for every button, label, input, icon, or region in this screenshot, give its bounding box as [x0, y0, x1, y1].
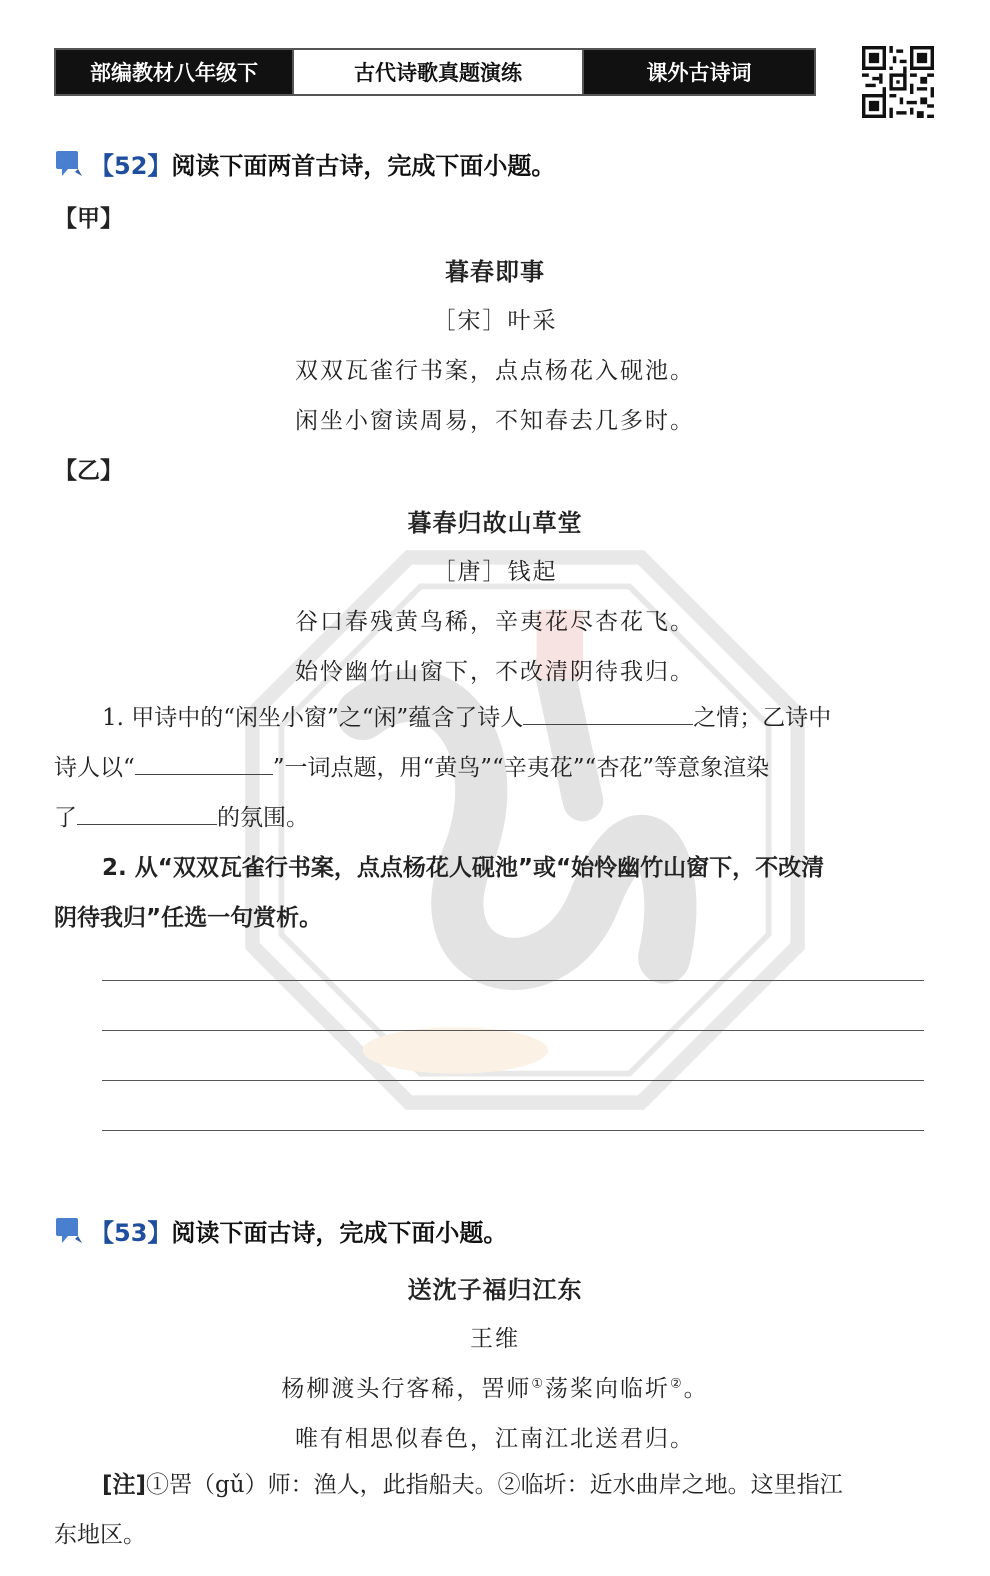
- qr-code-icon: [862, 46, 934, 118]
- poem-c-line-1c: 。: [683, 1376, 709, 1402]
- question-53-heading: [54, 1213, 507, 1248]
- bookmark-flag-icon: [54, 149, 84, 179]
- sub1-text-3: 诗人以“: [54, 755, 135, 781]
- question-number: 【53】: [90, 1219, 172, 1247]
- sub1-text-4: ”一词点题，用“黄鸟”“辛夷花”“杏花”等意象渲染: [272, 755, 770, 781]
- bookmark-flag-icon: [54, 1216, 84, 1246]
- answer-blank-1[interactable]: [523, 723, 693, 725]
- poem-b-title: 暮春归故山草堂: [407, 509, 583, 537]
- poem-a-title: 暮春即事: [445, 258, 545, 286]
- poem-a-line-1: 双双瓦雀行书案，点点杨花入砚池。: [295, 358, 695, 384]
- question-52-heading: [54, 146, 555, 181]
- note-text-2: 东地区。: [54, 1522, 146, 1548]
- poem-b-line-1: 谷口春残黄鸟稀，辛夷花尽杏花飞。: [295, 609, 695, 635]
- sub2-line-2: 阴待我归”任选一句赏析。: [54, 905, 323, 931]
- answer-blank-2[interactable]: [135, 773, 273, 775]
- poem-c-line-1: [0, 1370, 990, 1403]
- header-bar: [54, 48, 816, 96]
- poem-c-author: 王维: [470, 1326, 520, 1352]
- answer-line-2[interactable]: [102, 1030, 924, 1031]
- poem-b-tag: 【乙】: [54, 458, 123, 484]
- poem-c-line-2: 唯有相思似春色，江南江北送君归。: [295, 1426, 695, 1452]
- header-section: 课外古诗词: [584, 50, 814, 94]
- answer-line-1[interactable]: [102, 980, 924, 981]
- sub-question-1: [54, 693, 936, 843]
- note-text-1: ①罟（gǔ）师：渔人，此指船夫。②临圻：近水曲岸之地。这里指江: [146, 1472, 843, 1498]
- sub1-text-6: 的氛围。: [217, 805, 309, 831]
- question-number: 【52】: [90, 152, 172, 180]
- answer-line-3[interactable]: [102, 1080, 924, 1081]
- sub2-line-1: 2. 从“双双瓦雀行书案，点点杨花人砚池”或“始怜幽竹山窗下，不改清: [102, 855, 825, 881]
- question-instruction: 阅读下面两首古诗，完成下面小题。: [171, 152, 556, 180]
- note-label: [注]: [102, 1472, 147, 1498]
- poem-b-line-2: 始怜幽竹山窗下，不改清阴待我归。: [295, 659, 695, 685]
- poem-c-notes: [54, 1460, 936, 1560]
- footnote-marker-1: ①: [531, 1376, 545, 1392]
- poem-b-author: ［唐］钱起: [432, 559, 558, 585]
- poem-a-author: ［宋］叶采: [432, 308, 558, 334]
- poem-c-line-1a: 杨柳渡头行客稀，罟师: [281, 1376, 532, 1402]
- poem-a-tag: 【甲】: [54, 206, 123, 232]
- sub-question-2: [54, 843, 936, 943]
- answer-line-4[interactable]: [102, 1130, 924, 1131]
- answer-blank-3[interactable]: [77, 823, 217, 825]
- poem-c-line-1b: 荡桨向临圻: [545, 1376, 670, 1402]
- poem-c-title: 送沈子福归江东: [407, 1276, 583, 1304]
- header-topic: 古代诗歌真题演练: [292, 50, 584, 94]
- sub1-text-1: 1. 甲诗中的“闲坐小窗”之“闲”蕴含了诗人: [102, 705, 524, 731]
- question-instruction: 阅读下面古诗，完成下面小题。: [171, 1219, 508, 1247]
- poem-a-line-2: 闲坐小窗读周易，不知春去几多时。: [295, 408, 695, 434]
- header-grade: 部编教材八年级下: [56, 50, 292, 94]
- footnote-marker-2: ②: [670, 1376, 684, 1392]
- sub1-text-5: 了: [54, 805, 77, 831]
- sub1-text-2: 之情；乙诗中: [693, 705, 832, 731]
